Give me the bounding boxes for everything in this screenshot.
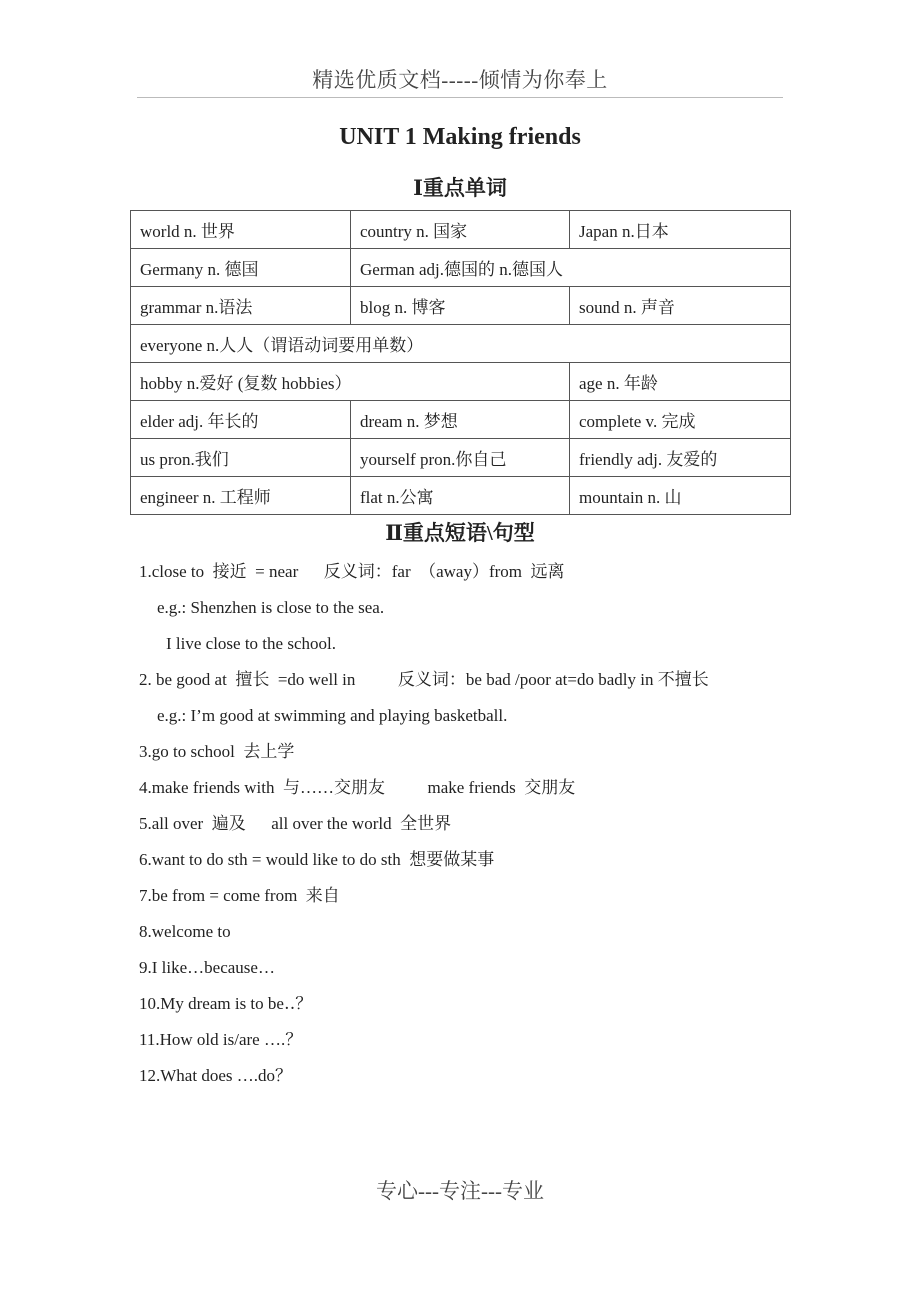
table-row <box>131 211 791 249</box>
vocab-cell: complete v. 完成 <box>570 401 791 439</box>
phrase-item: 8.welcome to <box>139 922 231 941</box>
phrase-item: 3.go to school 去上学 <box>139 742 295 761</box>
vocab-cell: flat n.公寓 <box>351 477 570 515</box>
vocabulary-table <box>130 210 791 515</box>
table-row <box>131 439 791 477</box>
vocab-cell: blog n. 博客 <box>351 287 570 325</box>
vocab-cell: world n. 世界 <box>131 211 351 249</box>
page-header: 精选优质文档-----倾情为你奉上 <box>312 68 608 92</box>
vocab-cell: mountain n. 山 <box>570 477 791 515</box>
vocab-cell: Japan n.日本 <box>570 211 791 249</box>
table-row <box>131 249 791 287</box>
table-row <box>131 325 791 363</box>
vocab-cell: elder adj. 年长的 <box>131 401 351 439</box>
phrase-example: I live close to the school. <box>166 634 336 653</box>
phrase-example: e.g.: Shenzhen is close to the sea. <box>157 598 385 617</box>
vocab-cell: dream n. 梦想 <box>351 401 570 439</box>
phrase-item: 4.make friends with 与……交朋友 make friends 交朋友 <box>139 778 576 797</box>
vocab-cell: yourself pron.你自己 <box>351 439 570 477</box>
phrase-example: e.g.: I’m good at swimming and playing basketball. <box>157 706 508 725</box>
vocab-cell: us pron.我们 <box>131 439 351 477</box>
phrase-item: 11.How old is/are ….？ <box>139 1030 303 1049</box>
page-footer: 专心---专注---专业 <box>376 1179 544 1203</box>
vocab-cell: sound n. 声音 <box>570 287 791 325</box>
table-row <box>131 401 791 439</box>
vocab-cell: friendly adj. 友爱的 <box>570 439 791 477</box>
vocab-cell: grammar n.语法 <box>131 287 351 325</box>
table-row <box>131 287 791 325</box>
table-row <box>131 477 791 515</box>
phrase-item: 9.I like…because… <box>139 958 275 977</box>
vocab-cell: German adj.德国的 n.德国人 <box>351 249 791 287</box>
vocab-cell: hobby n.爱好 (复数 hobbies） <box>131 363 570 401</box>
vocab-cell: age n. 年龄 <box>570 363 791 401</box>
phrase-item: 12.What does ….do？ <box>139 1066 292 1085</box>
phrase-list <box>139 558 799 1098</box>
section-heading-vocabulary: Ⅰ重点单词 <box>413 176 507 200</box>
header-divider <box>137 97 783 98</box>
phrase-item: 2. be good at 擅长 =do well in 反义词：be bad /poor at=do badly in 不擅长 <box>139 670 709 689</box>
table-row <box>131 363 791 401</box>
vocab-cell: everyone n.人人（谓语动词要用单数） <box>131 325 791 363</box>
vocab-cell: Germany n. 德国 <box>131 249 351 287</box>
phrase-item: 7.be from = come from 来自 <box>139 886 340 905</box>
document-title: UNIT 1 Making friends <box>339 124 581 150</box>
phrase-item: 6.want to do sth = would like to do sth 想要做某事 <box>139 850 495 869</box>
vocab-cell: country n. 国家 <box>351 211 570 249</box>
phrase-item: 10.My dream is to be‥？ <box>139 994 313 1013</box>
section-heading-phrases: Ⅱ重点短语\句型 <box>385 521 535 545</box>
vocab-cell: engineer n. 工程师 <box>131 477 351 515</box>
phrase-item: 1.close to 接近 = near 反义词：far （away）from 远离 <box>139 562 565 581</box>
phrase-item: 5.all over 遍及 all over the world 全世界 <box>139 814 452 833</box>
